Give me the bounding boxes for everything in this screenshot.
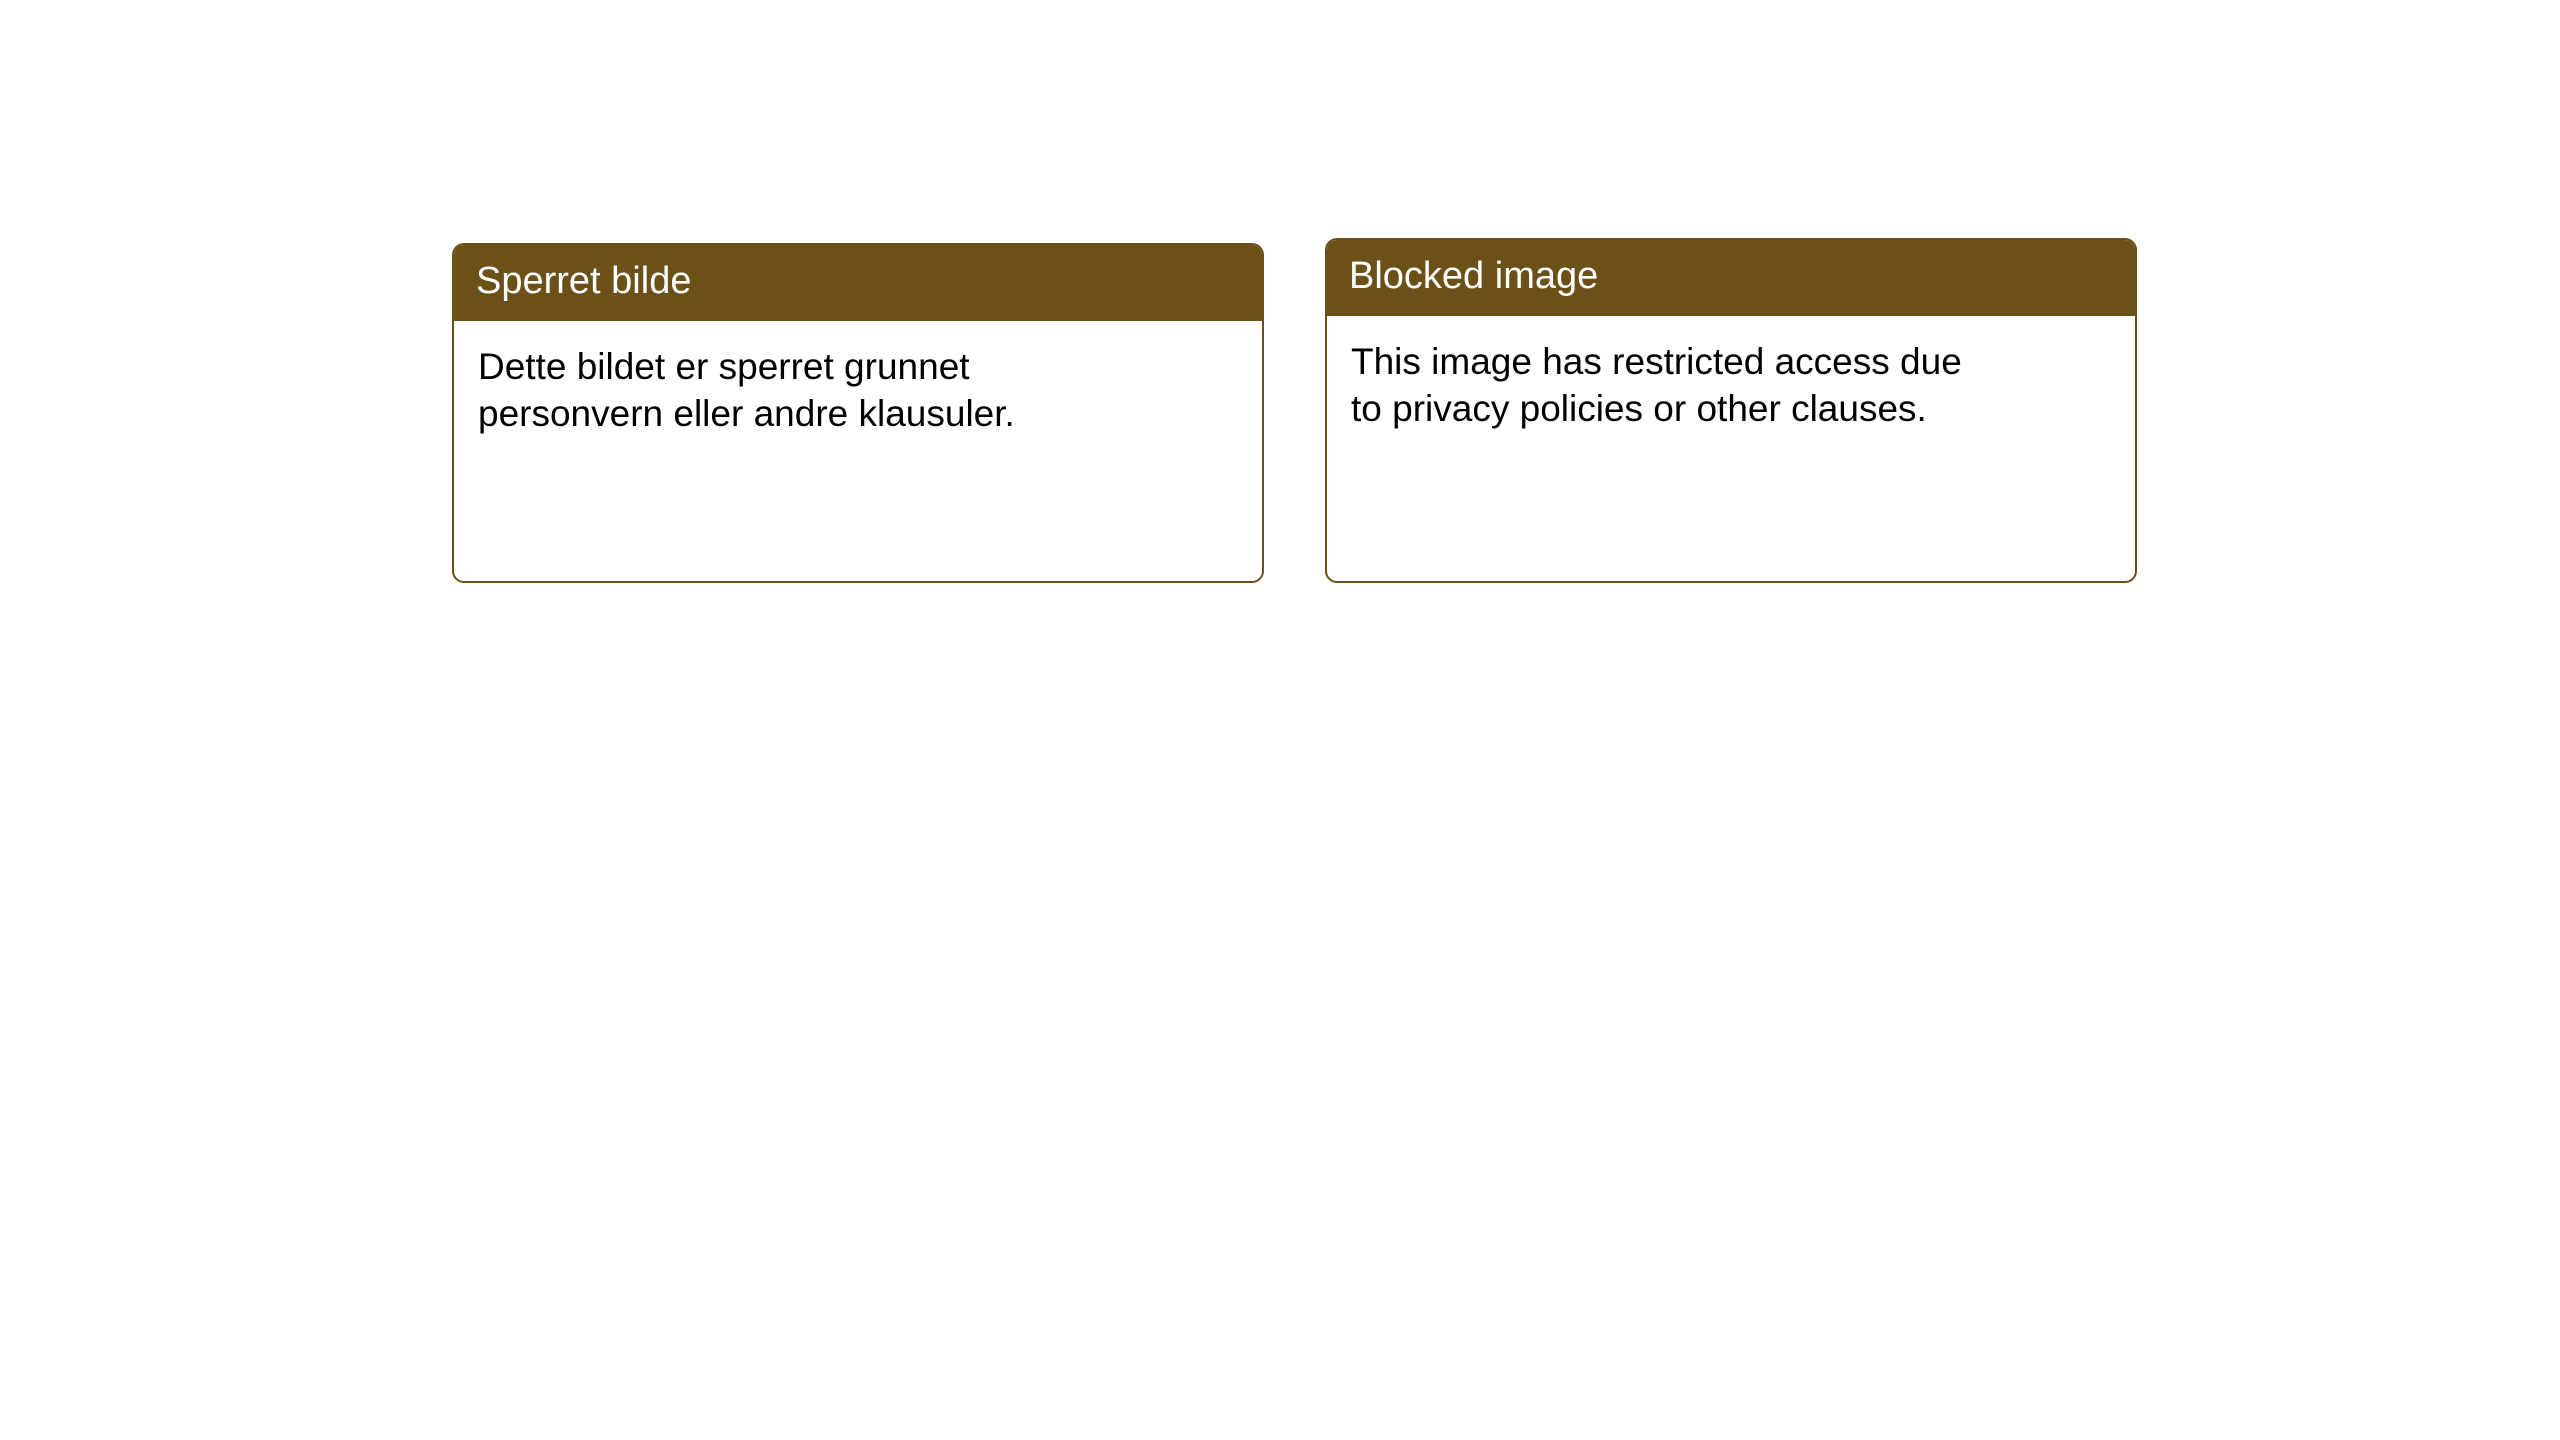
notice-title-norwegian: Sperret bilde xyxy=(454,245,1262,321)
notice-message-norwegian: Dette bildet er sperret grunnet personvern eller andre klausuler. xyxy=(478,345,1015,435)
notice-message-english: This image has restricted access due to privacy policies or other clauses. xyxy=(1351,340,1962,430)
blocked-image-notice-norwegian xyxy=(452,243,1264,583)
blocked-image-notice-english xyxy=(1325,238,2137,583)
notice-title-english: Blocked image xyxy=(1327,240,2135,316)
